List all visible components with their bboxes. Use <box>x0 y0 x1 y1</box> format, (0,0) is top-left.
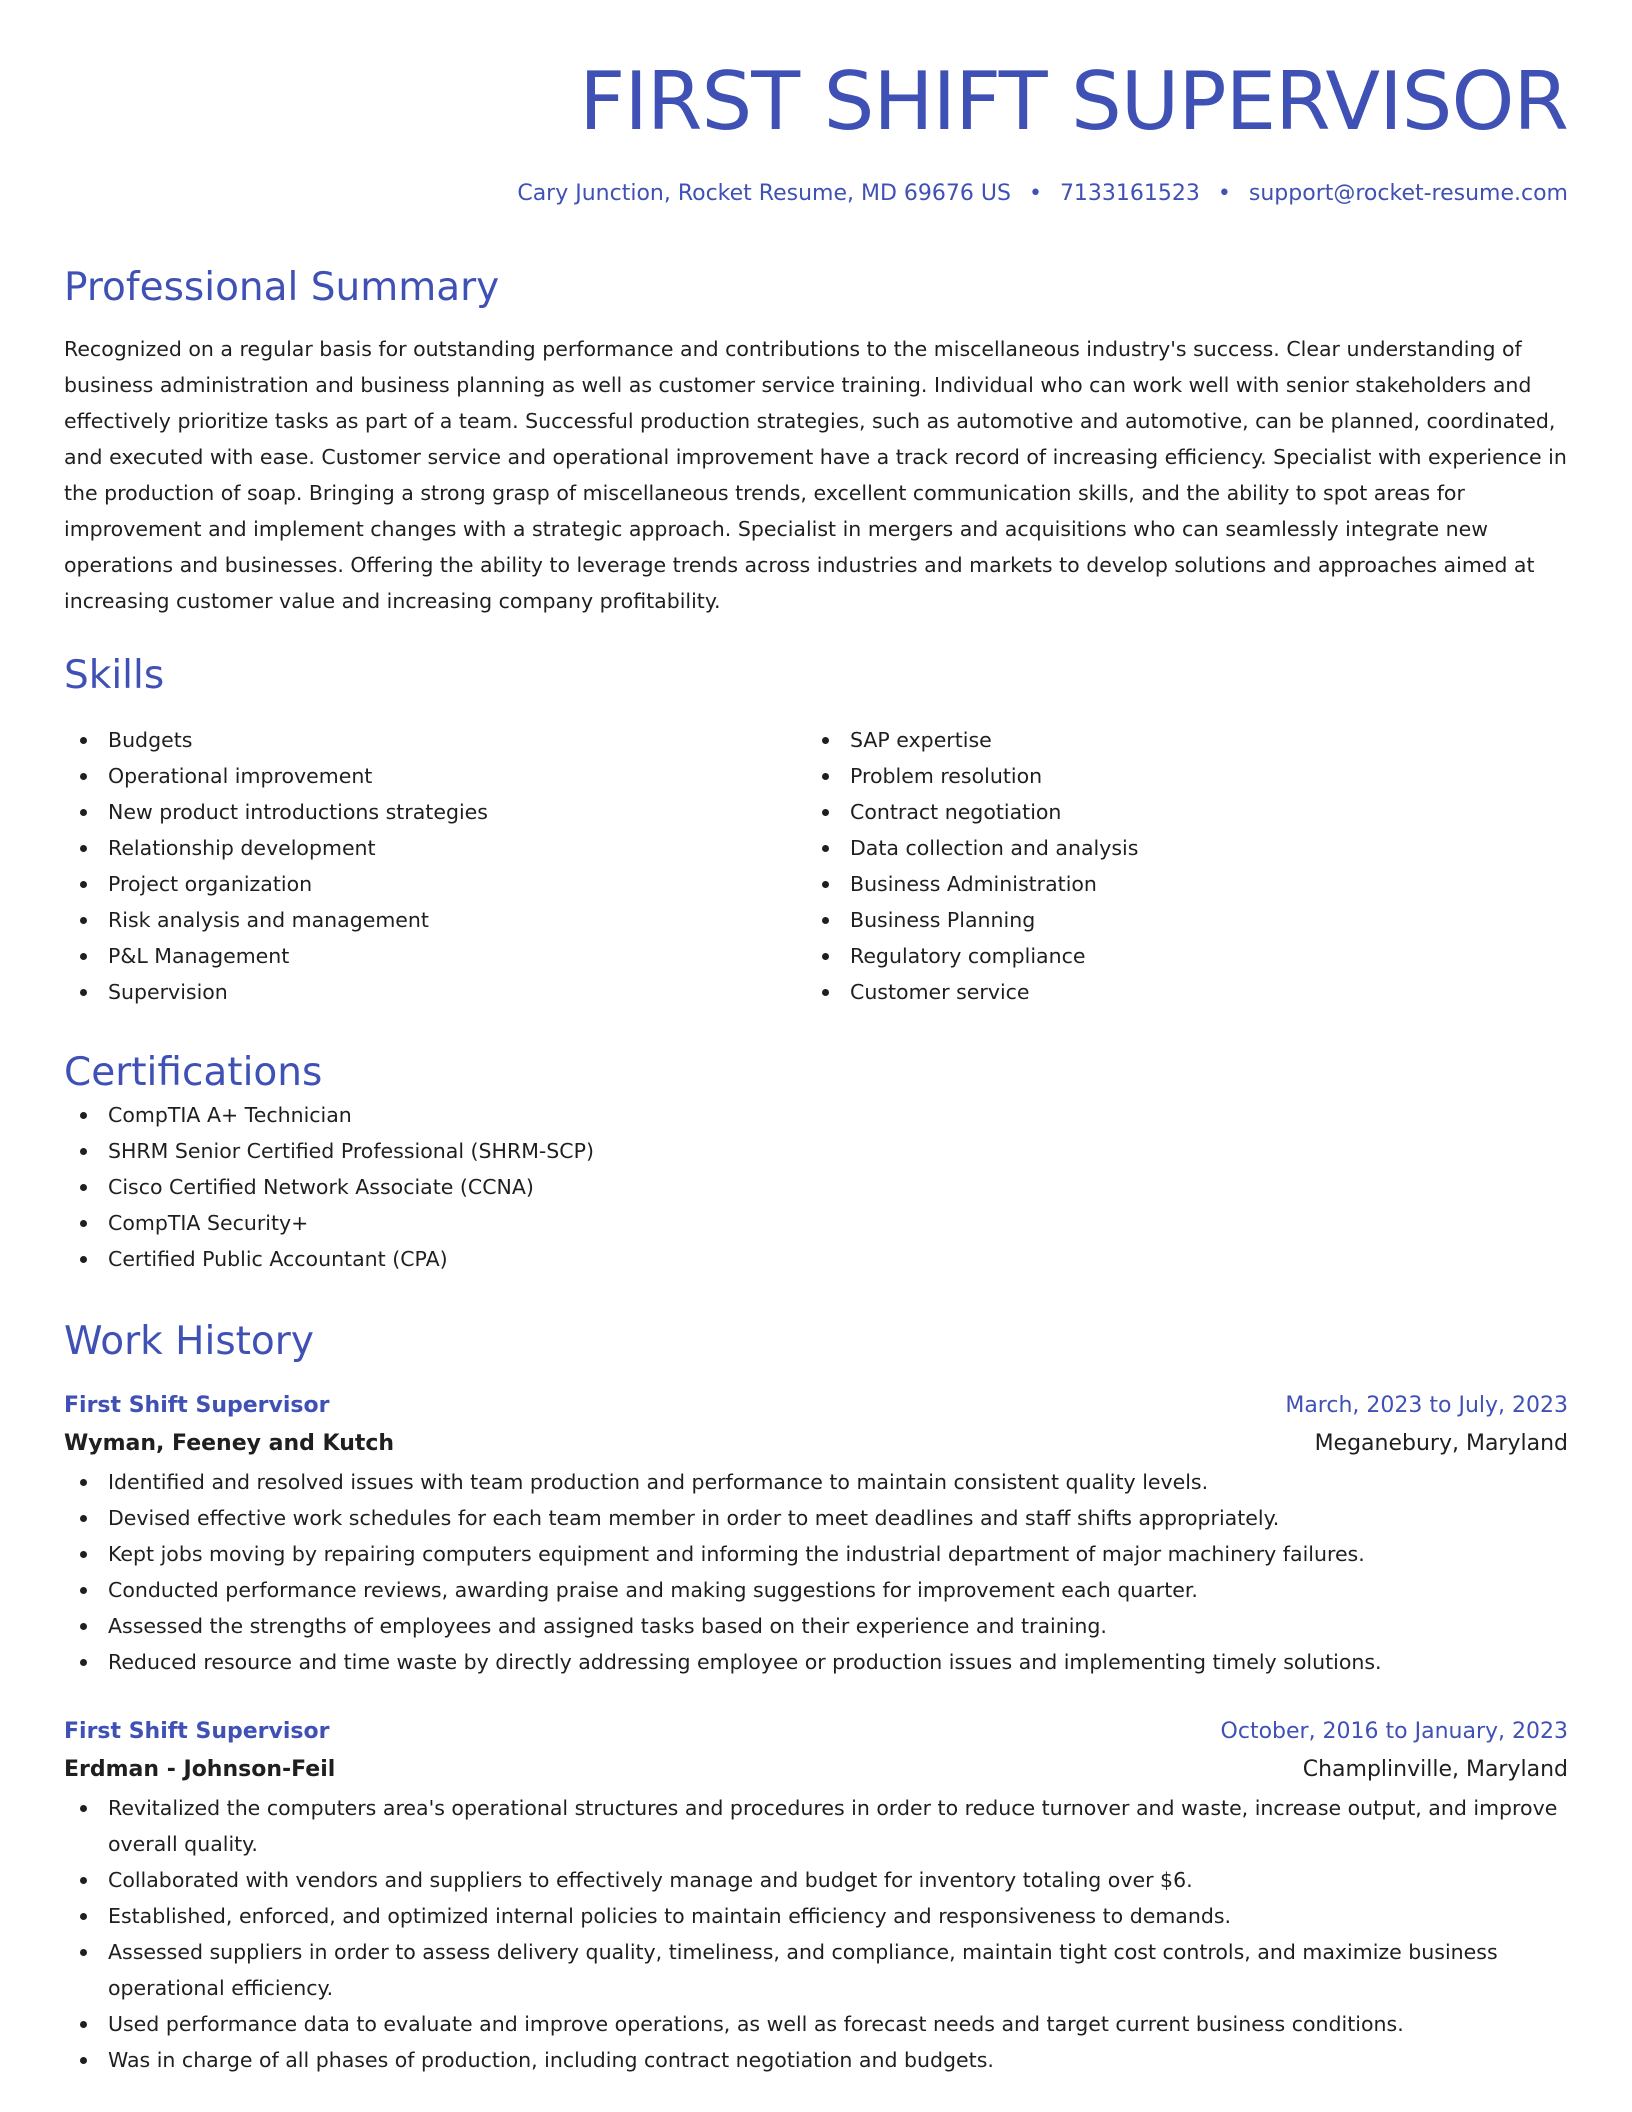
skill-item: Business Planning <box>806 902 1548 938</box>
section-title-skills: Skills <box>64 653 165 699</box>
job-bullet: Reduced resource and time waste by directly addressing employee or production issues and implementing timely solutions. <box>64 1644 1568 1680</box>
skill-item: Risk analysis and management <box>64 902 806 938</box>
skill-item: Business Administration <box>806 866 1548 902</box>
skills-column-right <box>806 722 1548 1010</box>
skill-item: New product introductions strategies <box>64 794 806 830</box>
resume-page <box>64 0 1568 2078</box>
skill-item: Data collection and analysis <box>806 830 1548 866</box>
skills-column-left <box>64 722 806 1010</box>
job-entry <box>64 1714 1568 2078</box>
job-bullet: Used performance data to evaluate and improve operations, as well as forecast needs and target current business conditions. <box>64 2006 1568 2042</box>
job-bullet: Identified and resolved issues with team production and performance to maintain consistent quality levels. <box>64 1464 1568 1500</box>
skill-item: SAP expertise <box>806 722 1548 758</box>
section-title-work-history: Work History <box>64 1318 314 1364</box>
job-dates: March, 2023 to July, 2023 <box>1285 1392 1568 1418</box>
job-company-row <box>64 1750 1568 1790</box>
skill-item: Regulatory compliance <box>806 938 1548 974</box>
job-title-row <box>64 1714 1568 1750</box>
contact-address: Cary Junction, Rocket Resume, MD 69676 US <box>517 181 1011 206</box>
job-dates: October, 2016 to January, 2023 <box>1220 1718 1568 1744</box>
job-title: First Shift Supervisor <box>64 1718 330 1744</box>
contact-separator: • <box>1217 181 1231 206</box>
job-location: Meganebury, Maryland <box>1314 1430 1568 1456</box>
job-bullet: Revitalized the computers area's operational structures and procedures in order to reduce turnover and waste, increase output, and improve overall quality. <box>64 1790 1568 1862</box>
certification-item: CompTIA Security+ <box>64 1205 1568 1241</box>
job-bullet: Assessed suppliers in order to assess delivery quality, timeliness, and compliance, maintain tight cost controls, and maximize business operational efficiency. <box>64 1934 1568 2006</box>
candidate-name: FIRST SHIFT SUPERVISOR <box>579 55 1568 148</box>
skill-item: Operational improvement <box>64 758 806 794</box>
job-bullet: Kept jobs moving by repairing computers equipment and informing the industrial department of major machinery failures. <box>64 1536 1568 1572</box>
skills-grid <box>64 722 1568 1010</box>
job-company: Wyman, Feeney and Kutch <box>64 1430 395 1456</box>
certification-item: CompTIA A+ Technician <box>64 1097 1568 1133</box>
certification-item: Cisco Certified Network Associate (CCNA) <box>64 1169 1568 1205</box>
contact-email[interactable]: support@rocket-resume.com <box>1248 181 1568 206</box>
certification-item: SHRM Senior Certified Professional (SHRM-SCP) <box>64 1133 1568 1169</box>
section-title-certifications: Certifications <box>64 1050 323 1096</box>
job-company-row <box>64 1424 1568 1464</box>
job-bullet: Devised effective work schedules for each team member in order to meet deadlines and staff shifts appropriately. <box>64 1500 1568 1536</box>
skills-list-right <box>806 722 1548 1010</box>
job-location: Champlinville, Maryland <box>1302 1756 1568 1782</box>
job-entry <box>64 1388 1568 1680</box>
certifications-list <box>64 1097 1568 1277</box>
skill-item: P&L Management <box>64 938 806 974</box>
job-bullets <box>64 1464 1568 1680</box>
skill-item: Relationship development <box>64 830 806 866</box>
job-bullets <box>64 1790 1568 2078</box>
job-bullet: Collaborated with vendors and suppliers to effectively manage and budget for inventory totaling over $6. <box>64 1862 1568 1898</box>
skill-item: Customer service <box>806 974 1548 1010</box>
job-bullet: Assessed the strengths of employees and assigned tasks based on their experience and training. <box>64 1608 1568 1644</box>
contact-phone[interactable]: 7133161523 <box>1059 181 1200 206</box>
resume-header <box>64 0 1568 209</box>
job-bullet: Conducted performance reviews, awarding praise and making suggestions for improvement each quarter. <box>64 1572 1568 1608</box>
job-bullet: Established, enforced, and optimized internal policies to maintain efficiency and responsiveness to demands. <box>64 1898 1568 1934</box>
skills-list-left <box>64 722 806 1010</box>
job-company: Erdman - Johnson-Feil <box>64 1756 336 1782</box>
job-title-row <box>64 1388 1568 1424</box>
skill-item: Problem resolution <box>806 758 1548 794</box>
skill-item: Supervision <box>64 974 806 1010</box>
skill-item: Budgets <box>64 722 806 758</box>
job-bullet: Was in charge of all phases of production, including contract negotiation and budgets. <box>64 2042 1568 2078</box>
certification-item: Certified Public Accountant (CPA) <box>64 1241 1568 1277</box>
section-title-summary: Professional Summary <box>64 264 500 310</box>
job-title: First Shift Supervisor <box>64 1392 330 1418</box>
contact-line <box>64 180 1568 209</box>
skill-item: Project organization <box>64 866 806 902</box>
skill-item: Contract negotiation <box>806 794 1548 830</box>
contact-separator: • <box>1028 181 1042 206</box>
summary-text: Recognized on a regular basis for outstanding performance and contributions to the miscellaneous industry's success. Clear understanding of business administration and business planning as well as customer service training. Individual who can work well with senior stakeholders and effectively prioritize tasks as part of a team. Successful production strategies, such as automotive and automotive, can be planned, coordinated, and executed with ease. Customer service and operational improvement have a track record of increasing efficiency. Specialist with experience in the production of soap. Bringing a strong grasp of miscellaneous trends, excellent communication skills, and the ability to spot areas for improvement and implement changes with a strategic approach. Specialist in mergers and acquisitions who can seamlessly integrate new operations and businesses. Offering the ability to leverage trends across industries and markets to develop solutions and approaches aimed at increasing customer value and increasing company profitability. <box>64 337 1567 614</box>
